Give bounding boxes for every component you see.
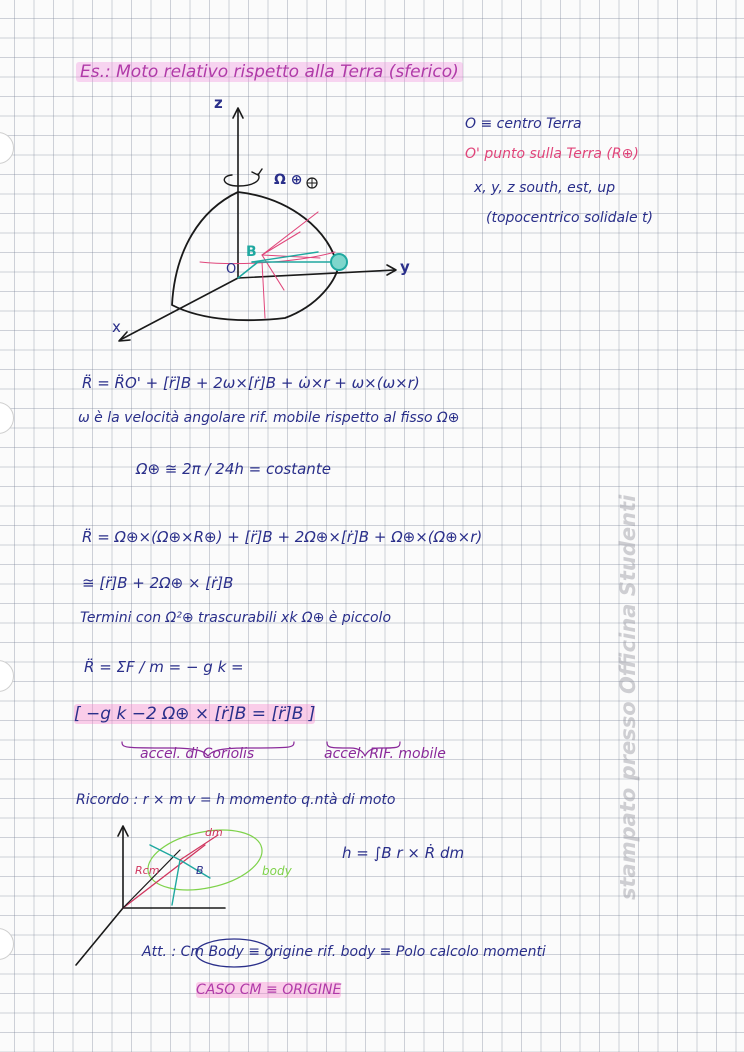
omega-label: Ω ⊕ bbox=[274, 172, 303, 188]
equation-omega: Ω⊕ ≅ 2π / 24h = costante bbox=[136, 460, 331, 478]
point-b-label: B bbox=[246, 244, 257, 260]
legend-line-2: O' punto sulla Terra (R⊕) bbox=[465, 146, 639, 162]
legend-line-3: x, y, z south, est, up bbox=[474, 180, 616, 196]
equation-2: R̈ = Ω⊕×(Ω⊕×R⊕) + [r̈]B + 2Ω⊕×[ṙ]B + Ω⊕×(Ω⊕×r) bbox=[82, 528, 483, 546]
termini-line: Termini con Ω²⊕ trascurabili xk Ω⊕ è piccolo bbox=[80, 610, 392, 626]
axis-label-z: z bbox=[214, 94, 223, 112]
body-label: body bbox=[262, 864, 292, 878]
axis-label-x: x bbox=[112, 318, 121, 336]
equation-1: R̈ = R̈O' + [r̈]B + 2ω×[ṙ]B + ω̇×r + ω×(ω×r) bbox=[82, 374, 420, 392]
rif-mobile-label: accel. RIF. mobile bbox=[324, 746, 446, 762]
coriolis-label: accel. di Coriolis bbox=[140, 746, 255, 762]
dm-label: dm bbox=[205, 826, 223, 839]
attention-line: Att. : Cm Body ≡ origine rif. body ≡ Polo calcolo momenti bbox=[142, 944, 546, 960]
caso-cm-line: CASO CM ≡ ORIGINE bbox=[196, 982, 342, 998]
legend-line-4: (topocentrico solidale t) bbox=[486, 210, 654, 226]
ricordo-line: Ricordo : r × m v = h momento q.ntà di moto bbox=[76, 792, 396, 808]
origin-label: O bbox=[226, 262, 237, 277]
equation-4: R̈ = ΣF / m = − g k = bbox=[84, 658, 244, 676]
point-b2-label: B bbox=[196, 864, 204, 877]
legend-line-1: O ≡ centro Terra bbox=[465, 116, 582, 132]
page-title: Es.: Moto relativo rispetto alla Terra (sferico) bbox=[76, 62, 463, 82]
omega-definition: ω è la velocità angolare rif. mobile rispetto al fisso Ω⊕ bbox=[78, 410, 460, 426]
equation-h: h = ∫B r × Ṙ dm bbox=[342, 844, 465, 862]
axis-label-y: y bbox=[400, 258, 410, 276]
equation-5: [ −g k −2 Ω⊕ × [ṙ]B = [r̈]B ] bbox=[74, 704, 316, 724]
rcm-label: Rcm bbox=[135, 864, 160, 877]
equation-3: ≅ [r̈]B + 2Ω⊕ × [ṙ]B bbox=[82, 574, 234, 592]
watermark: stampato presso Officina Studenti bbox=[616, 494, 640, 900]
